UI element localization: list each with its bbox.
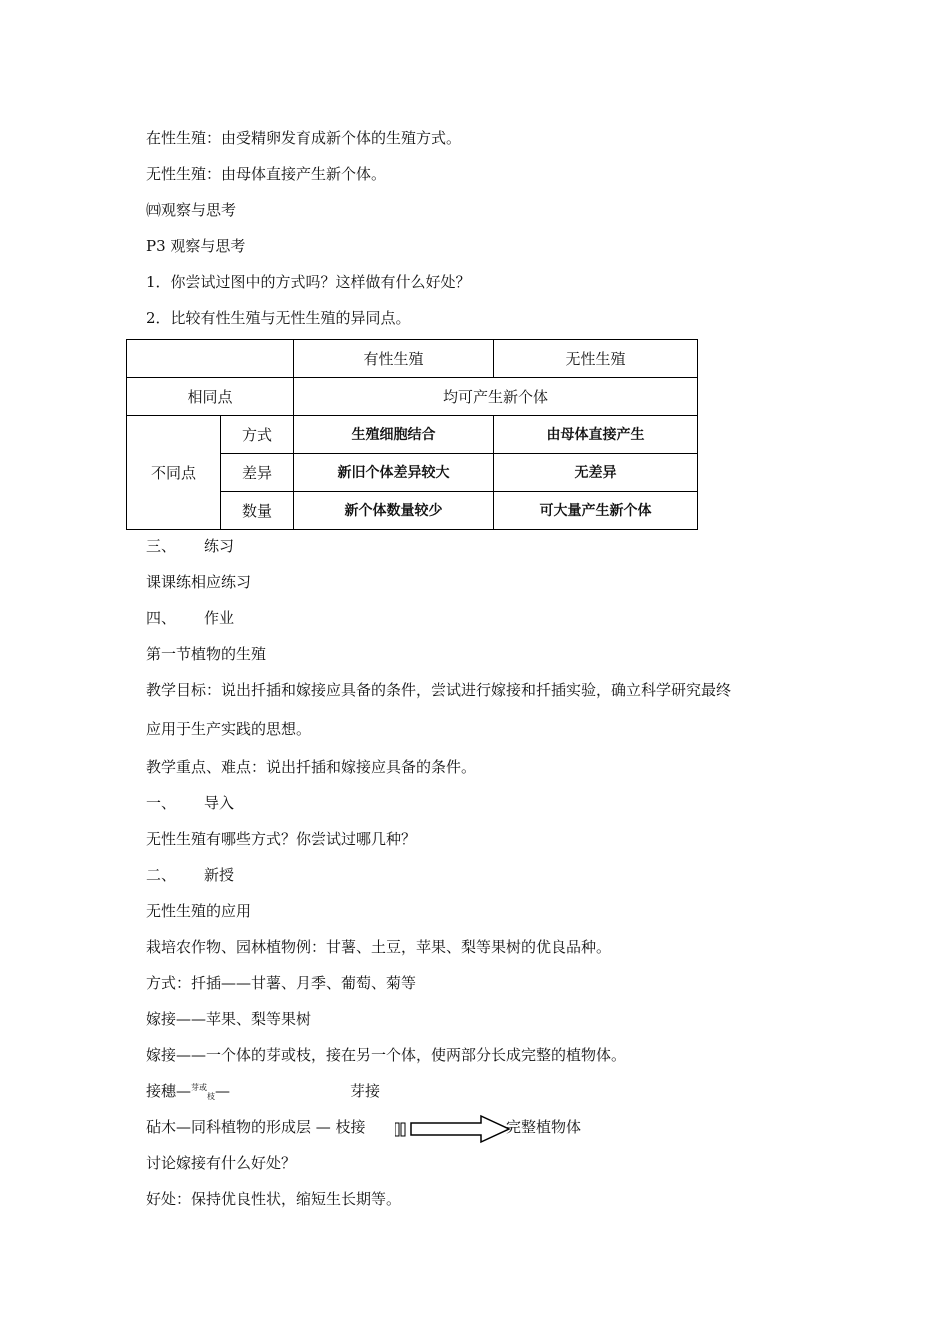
cell-sexual: 生殖细胞结合: [294, 416, 494, 454]
table-corner-cell: [127, 340, 294, 378]
section-number: 一、: [146, 794, 177, 812]
comparison-table: [126, 339, 698, 530]
scion-label: 接穗—: [146, 1082, 192, 1100]
stock-line: 砧木—同科植物的形成层 — 枝接: [146, 1118, 366, 1136]
table-row: [127, 416, 698, 454]
question: 2．比较有性生殖与无性生殖的异同点。: [146, 309, 411, 327]
row-label: 差异: [221, 454, 294, 492]
row-label: 方式: [221, 416, 294, 454]
text-line: 教学目标：说出扦插和嫁接应具备的条件，尝试进行嫁接和扦插实验，确立科学研究最终: [146, 681, 732, 699]
arrow-icon: [395, 1114, 513, 1148]
cell-asexual: 由母体直接产生: [494, 416, 698, 454]
cell-sexual: 新个体数量较少: [294, 492, 494, 530]
section-title: 作业: [204, 609, 235, 627]
text-line: 嫁接——苹果、梨等果树: [146, 1010, 312, 1028]
heading: ㈣观察与思考: [146, 201, 237, 219]
section-heading: [146, 865, 234, 885]
section-heading: [146, 536, 234, 556]
text-line: 无性生殖的应用: [146, 902, 252, 920]
text-line: 无性生殖：由母体直接产生新个体。: [146, 165, 387, 183]
row-label: 数量: [221, 492, 294, 530]
text-line: 无性生殖有哪些方式？你尝试过哪几种？: [146, 830, 417, 848]
question: 1．你尝试过图中的方式吗？这样做有什么好处？: [146, 273, 471, 291]
text-line: 课课练相应练习: [146, 573, 252, 591]
same-label: 相同点: [127, 378, 294, 416]
cell-asexual: 无差异: [494, 454, 698, 492]
section-number: 二、: [146, 866, 177, 884]
text-line: 讨论嫁接有什么好处？: [146, 1154, 297, 1172]
table-header-sexual: 有性生殖: [294, 340, 494, 378]
bud-graft-label: 芽接: [350, 1082, 381, 1100]
same-value: 均可产生新个体: [294, 378, 698, 416]
lesson-title: 第一节植物的生殖: [146, 645, 267, 663]
text-line: 嫁接——一个体的芽或枝，接在另一个体，使两部分长成完整的植物体。: [146, 1046, 627, 1064]
section-title: 练习: [204, 537, 235, 555]
heading: P3 观察与思考: [146, 237, 246, 255]
scion-dash: —: [215, 1082, 231, 1100]
cell-sexual: 新旧个体差异较大: [294, 454, 494, 492]
section-heading: [146, 793, 234, 813]
cell-asexual: 可大量产生新个体: [494, 492, 698, 530]
text-line: 好处：保持优良性状，缩短生长期等。: [146, 1190, 402, 1208]
section-heading: [146, 608, 234, 628]
table-header-row: [127, 340, 698, 378]
text-line: 栽培农作物、园林植物例：甘薯、土豆，苹果、梨等果树的优良品种。: [146, 938, 612, 956]
scion-sup: 芽或: [191, 1083, 208, 1092]
result-label: 完整植物体: [506, 1118, 582, 1136]
text-line: 方式：扦插——甘薯、月季、葡萄、菊等: [146, 974, 417, 992]
text-line: 在性生殖：由受精卵发育成新个体的生殖方式。: [146, 129, 462, 147]
diff-label: 不同点: [127, 416, 221, 530]
section-number: 三、: [146, 537, 177, 555]
text-line: 应用于生产实践的思想。: [146, 720, 312, 738]
table-row: [127, 378, 698, 416]
table-header-asexual: 无性生殖: [494, 340, 698, 378]
section-title: 新授: [204, 866, 235, 884]
scion-sub: 枝: [207, 1092, 216, 1101]
text-line: 教学重点、难点：说出扦插和嫁接应具备的条件。: [146, 758, 477, 776]
section-number: 四、: [146, 609, 177, 627]
section-title: 导入: [204, 794, 235, 812]
scion-line: [146, 1081, 230, 1104]
